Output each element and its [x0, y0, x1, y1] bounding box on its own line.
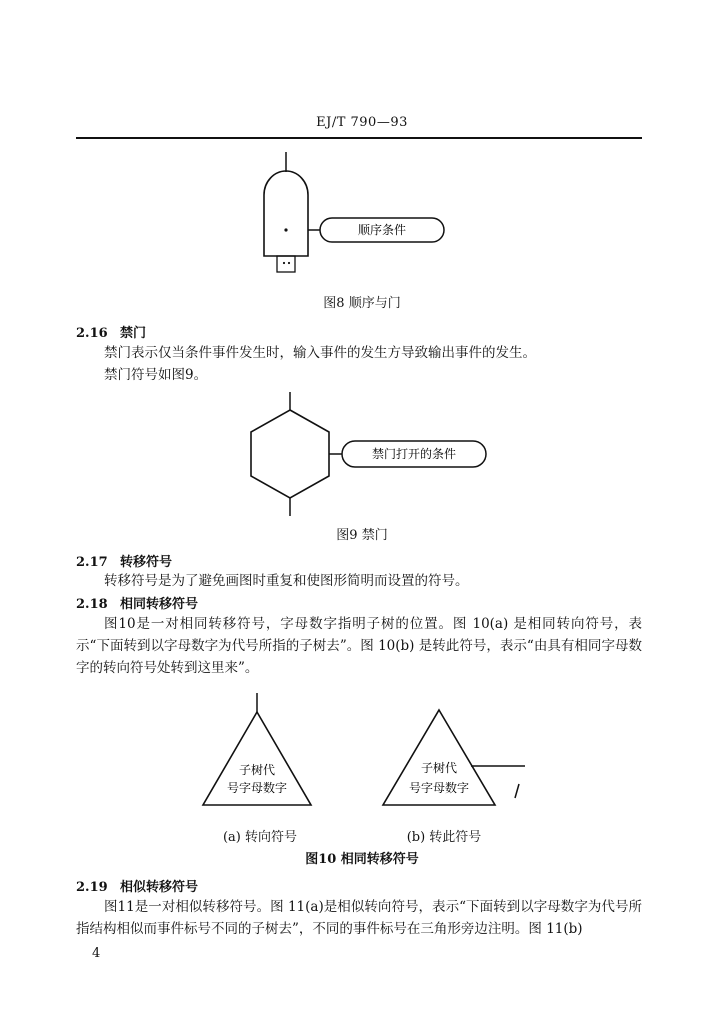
- section-2-17-paragraph-1: 转移符号是为了避免画图时重复和使图形简明而设置的符号。: [104, 573, 469, 589]
- fig9-condition-label: 禁门打开的条件: [371, 447, 457, 461]
- section-2-16-heading: [76, 322, 146, 341]
- fig10b-label-line-2: 号字母数字: [408, 781, 470, 795]
- section-number: 2.19: [76, 880, 108, 895]
- figure-8-sequential-and-gate: [250, 150, 460, 280]
- section-2-17-heading: [76, 551, 172, 570]
- section-2-16-paragraph-2: 禁门符号如图9。: [104, 367, 208, 383]
- section-2-18-paragraph-1: 图10是一对相同转移符号，字母数字指明子树的位置。图 10(a) 是相同转向符号，表示“下面转到以字母数字为代号所指的子树去”。图 10(b) 是转此符号，表示“由具有相同字母数字的转向符号处转到这里来”。: [76, 616, 642, 676]
- fig10a-sublabel: (a) 转向符号: [222, 830, 298, 845]
- fig8-caption: 图8 顺序与门: [323, 296, 401, 311]
- section-title: 相同转移符号: [120, 597, 199, 612]
- fig10-caption: 图10 相同转移符号: [305, 852, 419, 867]
- figure-9-inhibit-gate: [240, 390, 500, 520]
- section-number: 2.18: [76, 597, 108, 612]
- fig9-caption: 图9 禁门: [336, 528, 388, 543]
- section-2-19-paragraph-1: 图11是一对相似转移符号。图 11(a)是相似转向符号，表示“下面转到以字母数字为代号所指结构相似而事件标号不同的子树去”，不同的事件标号在三角形旁边注明。图 11(b): [76, 899, 642, 937]
- section-title: 转移符号: [120, 555, 173, 570]
- figure-10-identical-transfer: [195, 690, 535, 815]
- fig8-condition-label: 顺序条件: [357, 223, 407, 237]
- fig10b-sublabel: (b) 转此符号: [406, 830, 482, 845]
- fig10a-label-line-1: 子树代: [238, 763, 276, 777]
- section-2-19-heading: [76, 876, 198, 895]
- fig10b-label-line-1: 子树代: [420, 761, 458, 775]
- section-title: 禁门: [120, 326, 147, 341]
- header-rule: [76, 137, 642, 139]
- page-number: 4: [92, 946, 101, 961]
- section-2-16-paragraph-1: 禁门表示仅当条件事件发生时，输入事件的发生方导致输出事件的发生。: [104, 345, 536, 361]
- section-number: 2.17: [76, 555, 108, 570]
- section-title: 相似转移符号: [120, 880, 199, 895]
- fig10a-label-line-2: 号字母数字: [226, 781, 288, 795]
- section-2-18-heading: [76, 593, 198, 612]
- document-code: EJ/T 790—93: [316, 115, 408, 130]
- section-number: 2.16: [76, 326, 108, 341]
